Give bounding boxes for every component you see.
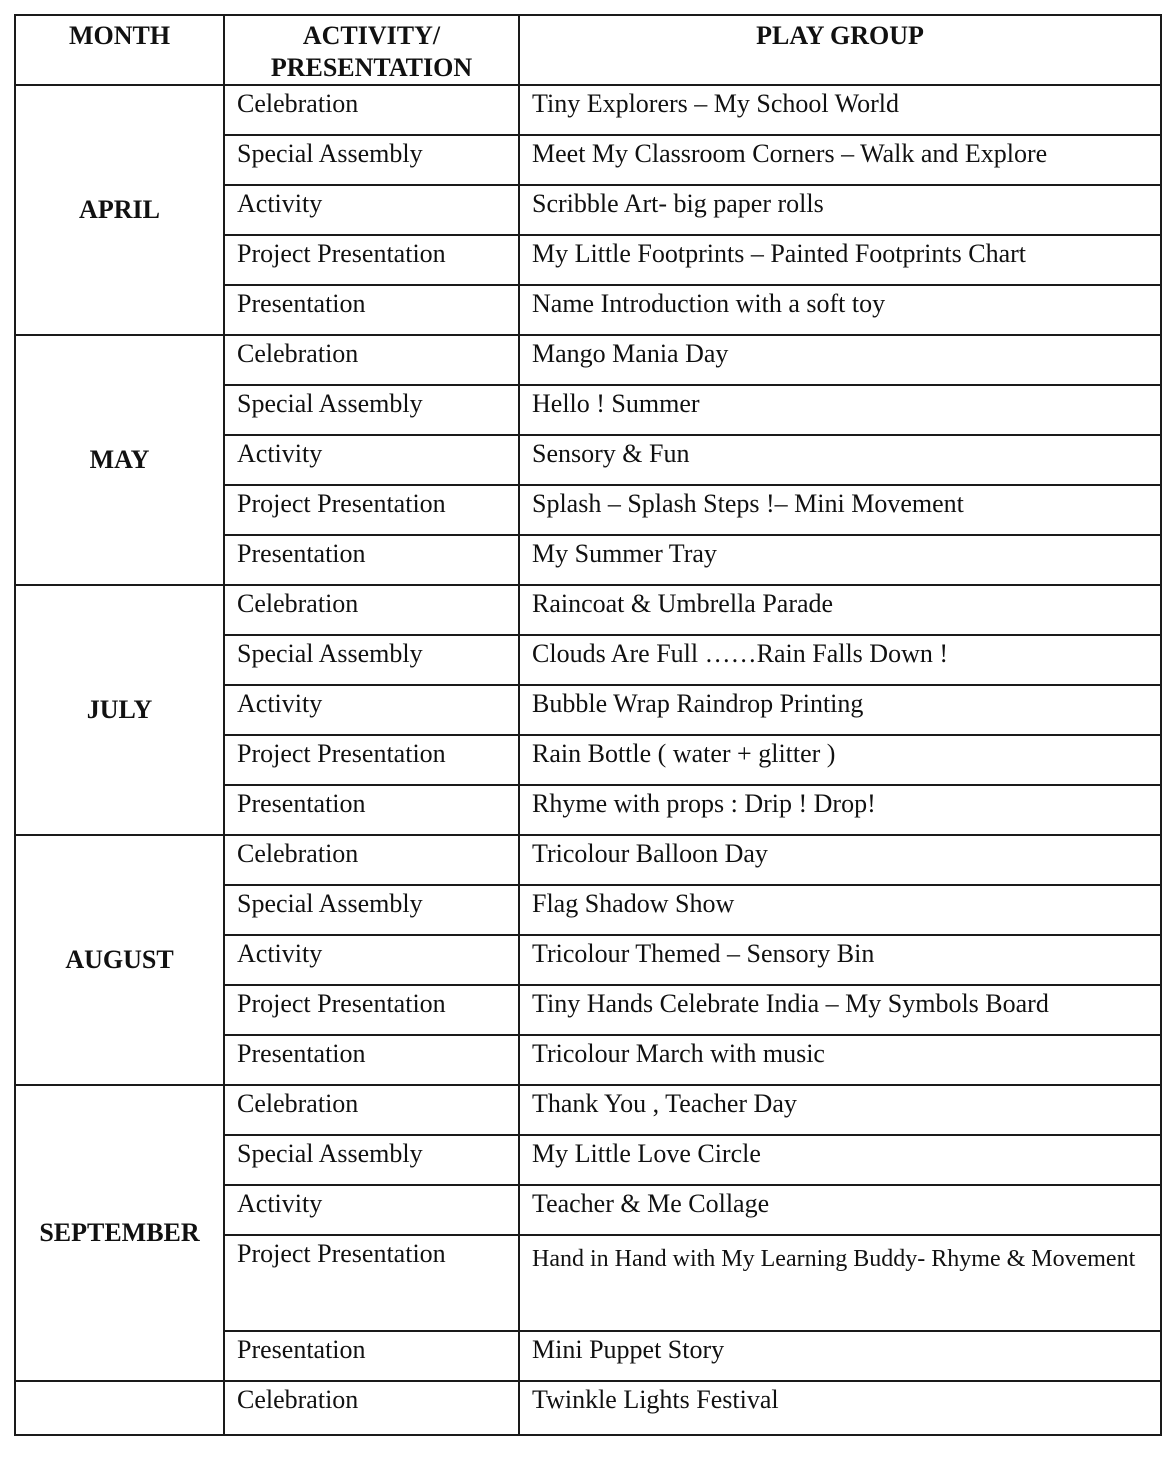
- activity-cell: Presentation: [224, 785, 519, 835]
- month-cell-next: [15, 1381, 224, 1435]
- activity-cell: Celebration: [224, 1381, 519, 1435]
- play-group-cell: Rhyme with props : Drip ! Drop!: [519, 785, 1161, 835]
- play-group-cell: Hand in Hand with My Learning Buddy- Rhyme & Movement: [519, 1235, 1161, 1331]
- header-activity: ACTIVITY/ PRESENTATION: [224, 15, 519, 85]
- play-group-cell: Tiny Hands Celebrate India – My Symbols Board: [519, 985, 1161, 1035]
- activity-cell: Presentation: [224, 285, 519, 335]
- activity-cell: Celebration: [224, 85, 519, 135]
- month-cell-august: AUGUST: [15, 835, 224, 1085]
- play-group-cell: Splash – Splash Steps !– Mini Movement: [519, 485, 1161, 535]
- play-group-cell: Tiny Explorers – My School World: [519, 85, 1161, 135]
- table-row: [15, 335, 1161, 385]
- play-group-cell: Scribble Art- big paper rolls: [519, 185, 1161, 235]
- play-group-cell: Hello ! Summer: [519, 385, 1161, 435]
- activity-cell: Special Assembly: [224, 1135, 519, 1185]
- table-row: [15, 1381, 1161, 1435]
- table-row: [15, 585, 1161, 635]
- activity-cell: Special Assembly: [224, 635, 519, 685]
- play-group-cell: Twinkle Lights Festival: [519, 1381, 1161, 1435]
- activity-cell: Activity: [224, 185, 519, 235]
- play-group-cell: Flag Shadow Show: [519, 885, 1161, 935]
- play-group-cell: My Little Footprints – Painted Footprints Chart: [519, 235, 1161, 285]
- month-cell-september: SEPTEMBER: [15, 1085, 224, 1381]
- activity-cell: Presentation: [224, 1035, 519, 1085]
- play-group-cell: Meet My Classroom Corners – Walk and Explore: [519, 135, 1161, 185]
- play-group-cell: Mango Mania Day: [519, 335, 1161, 385]
- activity-cell: Project Presentation: [224, 235, 519, 285]
- activity-cell: Project Presentation: [224, 485, 519, 535]
- play-group-cell: Clouds Are Full ……Rain Falls Down !: [519, 635, 1161, 685]
- activity-cell: Project Presentation: [224, 1235, 519, 1331]
- play-group-cell: My Summer Tray: [519, 535, 1161, 585]
- activity-cell: Celebration: [224, 335, 519, 385]
- play-group-cell: Sensory & Fun: [519, 435, 1161, 485]
- activity-plan-sheet: [14, 14, 1162, 1436]
- activity-cell: Celebration: [224, 1085, 519, 1135]
- play-group-cell: Tricolour March with music: [519, 1035, 1161, 1085]
- activity-cell: Special Assembly: [224, 885, 519, 935]
- month-cell-may: MAY: [15, 335, 224, 585]
- play-group-cell: Tricolour Balloon Day: [519, 835, 1161, 885]
- activity-cell: Activity: [224, 935, 519, 985]
- activity-cell: Special Assembly: [224, 135, 519, 185]
- table-row: [15, 85, 1161, 135]
- play-group-cell: Name Introduction with a soft toy: [519, 285, 1161, 335]
- month-cell-july: JULY: [15, 585, 224, 835]
- activity-cell: Presentation: [224, 535, 519, 585]
- play-group-cell: Bubble Wrap Raindrop Printing: [519, 685, 1161, 735]
- header-month: MONTH: [15, 15, 224, 85]
- activity-schedule-table: [14, 14, 1162, 1436]
- activity-cell: Activity: [224, 1185, 519, 1235]
- play-group-cell: Raincoat & Umbrella Parade: [519, 585, 1161, 635]
- play-group-cell: Teacher & Me Collage: [519, 1185, 1161, 1235]
- month-cell-april: APRIL: [15, 85, 224, 335]
- table-row: [15, 835, 1161, 885]
- activity-cell: Activity: [224, 685, 519, 735]
- activity-cell: Celebration: [224, 585, 519, 635]
- play-group-cell: Mini Puppet Story: [519, 1331, 1161, 1381]
- play-group-cell: My Little Love Circle: [519, 1135, 1161, 1185]
- activity-cell: Activity: [224, 435, 519, 485]
- activity-cell: Celebration: [224, 835, 519, 885]
- header-play-group: PLAY GROUP: [519, 15, 1161, 85]
- activity-cell: Project Presentation: [224, 735, 519, 785]
- table-row: [15, 1085, 1161, 1135]
- play-group-cell: Thank You , Teacher Day: [519, 1085, 1161, 1135]
- activity-cell: Project Presentation: [224, 985, 519, 1035]
- play-group-cell: Tricolour Themed – Sensory Bin: [519, 935, 1161, 985]
- header-row: [15, 15, 1161, 85]
- activity-cell: Presentation: [224, 1331, 519, 1381]
- activity-cell: Special Assembly: [224, 385, 519, 435]
- play-group-cell: Rain Bottle ( water + glitter ): [519, 735, 1161, 785]
